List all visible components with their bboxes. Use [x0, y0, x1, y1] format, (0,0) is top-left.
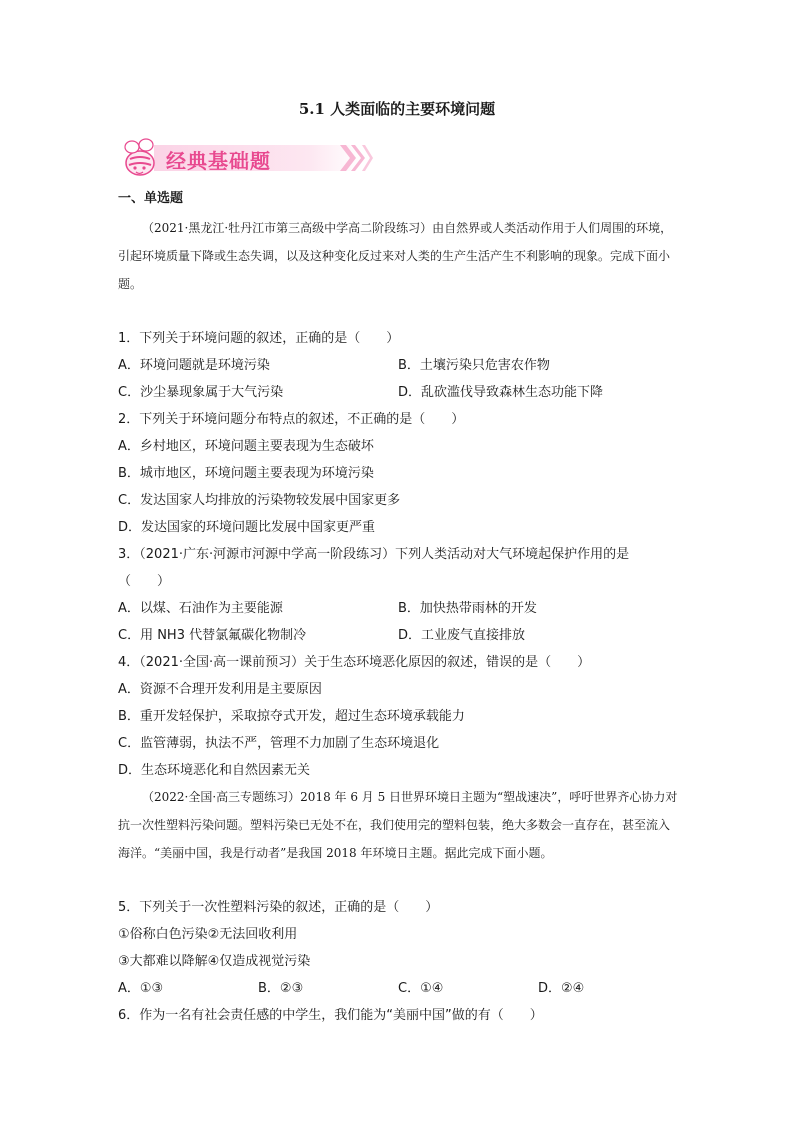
- question-5-option-b: B．②③: [258, 981, 304, 996]
- question-1-option-c: C．沙尘暴现象属于大气污染: [118, 385, 284, 400]
- passage-1: （2021·黑龙江·牡丹江市第三高级中学高二阶段练习）由自然界或人类活动作用于人们周围的环境，引起环境质量下降或生态失调，以及这种变化反过来对人类的生产生活产生不利影响的现象。完成下面小题。: [118, 221, 673, 291]
- question-2-option-b: B．城市地区，环境问题主要表现为环境污染: [118, 466, 374, 481]
- question-3-stem: 3．（2021·广东·河源市河源中学高一阶段练习）下列人类活动对大气环境起保护作用的是: [118, 547, 630, 562]
- passage-2: （2022·全国·高三专题练习）2018 年 6 月 5 日世界环境日主题为“塑战速决”，呼吁世界齐心协力对抗一次性塑料污染问题。塑料污染已无处不在，我们使用完的塑料包装，绝大多数会一直存在，甚至流入海洋。“美丽中国，我是行动者”是我国 2018 年环境日主题。据此完成下面小题。: [118, 790, 678, 860]
- question-5-stem: 5．下列关于一次性塑料污染的叙述，正确的是（ ）: [118, 900, 439, 915]
- question-5-option-c: C．①④: [398, 981, 444, 996]
- question-5-statement-2: ③大都难以降解④仅造成视觉污染: [118, 954, 311, 969]
- question-5-option-d: D．②④: [538, 981, 585, 996]
- question-1-stem: 1．下列关于环境问题的叙述，正确的是（ ）: [118, 331, 400, 346]
- question-4-stem: 4．（2021·全国·高一课前预习）关于生态环境恶化原因的叙述，错误的是（ ）: [118, 655, 591, 670]
- question-2-option-a: A．乡村地区，环境问题主要表现为生态破坏: [118, 439, 374, 454]
- banner-label: 经典基础题: [166, 149, 271, 173]
- section-banner: [118, 133, 373, 183]
- question-4-option-d: D．生态环境恶化和自然因素无关: [118, 763, 311, 778]
- question-4-option-c: C．监管薄弱，执法不严，管理不力加剧了生态环境退化: [118, 736, 440, 751]
- question-1-option-b: B．土壤污染只危害农作物: [398, 358, 550, 373]
- section-heading: 一、单选题: [118, 191, 184, 206]
- question-2-option-d: D．发达国家的环境问题比发展中国家更严重: [118, 520, 376, 535]
- question-2-stem: 2．下列关于环境问题分布特点的叙述，不正确的是（ ）: [118, 412, 465, 427]
- question-3-option-a: A．以煤、石油作为主要能源: [118, 601, 283, 616]
- question-6-stem: 6．作为一名有社会责任感的中学生，我们能为“美丽中国”做的有（ ）: [118, 1008, 543, 1023]
- bee-icon: [118, 135, 158, 181]
- question-5-statement-1: ①俗称白色污染②无法回收利用: [118, 927, 298, 942]
- question-3-option-c: C．用 NH3 代替氯氟碳化物制冷: [118, 628, 307, 643]
- question-4-option-b: B．重开发轻保护，采取掠夺式开发，超过生态环境承载能力: [118, 709, 465, 724]
- question-5-option-a: A．①③: [118, 981, 164, 996]
- question-3-option-d: D．工业废气直接排放: [398, 628, 526, 643]
- question-3-paren: （ ）: [118, 574, 171, 589]
- question-2-option-c: C．发达国家人均排放的污染物较发展中国家更多: [118, 493, 401, 508]
- question-4-option-a: A．资源不合理开发利用是主要原因: [118, 682, 322, 697]
- question-1-option-a: A．环境问题就是环境污染: [118, 358, 270, 373]
- page-title: 5.1 人类面临的主要环境问题: [298, 100, 496, 118]
- question-3-option-b: B．加快热带雨林的开发: [398, 601, 537, 616]
- question-1-option-d: D．乱砍滥伐导致森林生态功能下降: [398, 385, 604, 400]
